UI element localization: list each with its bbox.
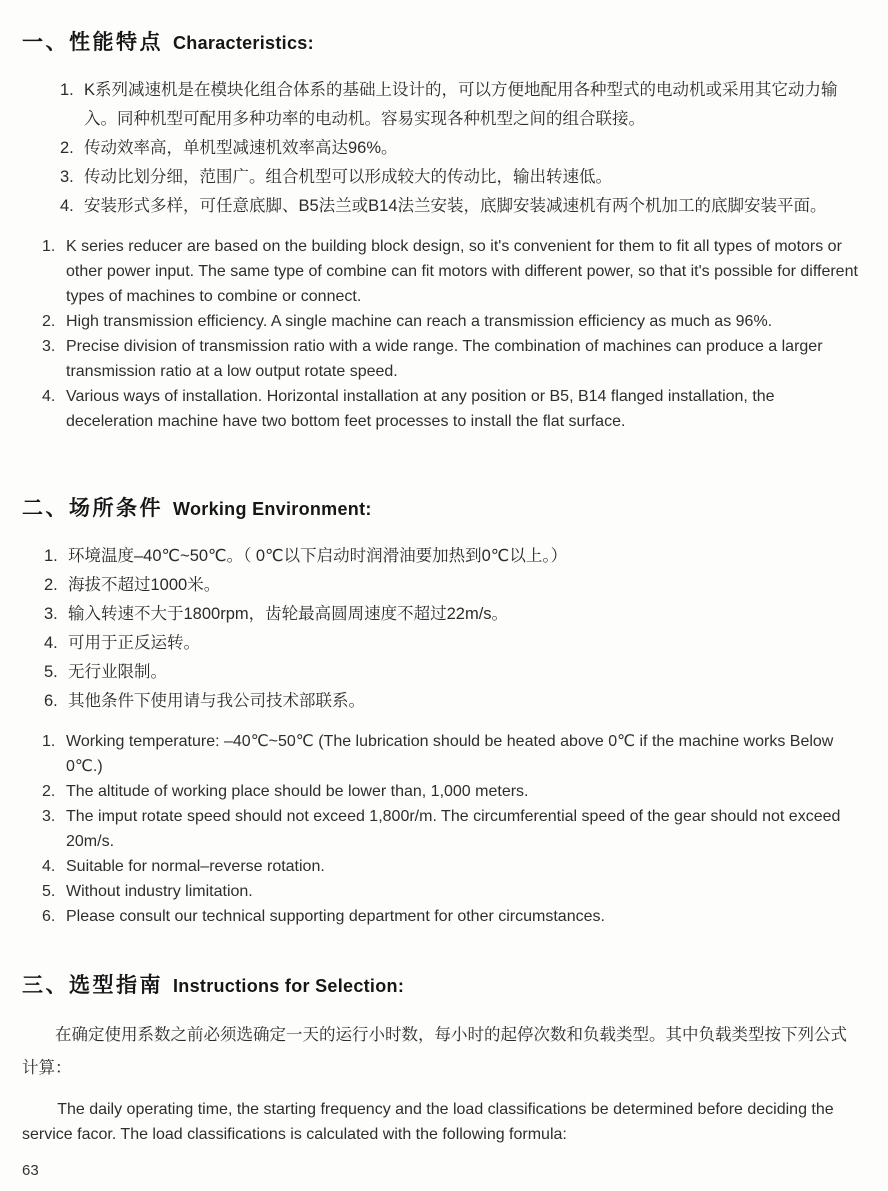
list-item-text: Precise division of transmission ratio with a wide range. The combination of machines can produce a larger transmission ratio at a low output rotate speed. xyxy=(66,338,823,380)
list-item xyxy=(42,729,862,779)
list-item xyxy=(42,804,862,854)
page-number: 63 xyxy=(22,1162,39,1179)
list-item-number: 4. xyxy=(42,858,56,875)
list-item-text: 安装形式多样，可任意底脚、B5法兰或B14法兰安装，底脚安装减速机有两个机加工的底脚安装平面。 xyxy=(84,197,827,215)
list-item-text: 传动比划分细，范围广。组合机型可以形成较大的传动比，输出转速低。 xyxy=(84,168,612,186)
list-item-text: Working temperature: –40℃~50℃ (The lubrication should be heated above 0℃ if the machine works Below 0℃.) xyxy=(66,733,834,775)
list-item xyxy=(42,384,862,434)
section-instructions-selection-title-en: Instructions for Selection: xyxy=(173,976,405,996)
list-item xyxy=(44,658,862,687)
list-item-text: 海拔不超过1000米。 xyxy=(68,576,221,594)
list-item-number: 1. xyxy=(42,733,56,750)
selection-paragraph-en: The daily operating time, the starting frequency and the load classifications be determined before deciding the service facor. The load classifications is calculated with the following formula: xyxy=(22,1101,834,1143)
list-item-number: 1. xyxy=(44,547,58,565)
list-item-number: 2. xyxy=(42,783,56,800)
list-item-text: 其他条件下使用请与我公司技术部联系。 xyxy=(68,692,365,710)
section-working-environment-title-en: Working Environment: xyxy=(173,499,372,519)
section-working-environment-title-zh: 二、场所条件 xyxy=(22,497,163,520)
list-item-number: 5. xyxy=(44,663,58,681)
list-item-number: 3. xyxy=(44,605,58,623)
selection-paragraph-zh: 在确定使用系数之前必须选确定一天的运行小时数，每小时的起停次数和负载类型。其中负载类型按下列公式计算： xyxy=(22,1026,847,1077)
list-item-number: 3. xyxy=(42,808,56,825)
list-item-text: 传动效率高，单机型减速机效率高达96%。 xyxy=(84,139,398,157)
list-item xyxy=(60,76,862,134)
list-item xyxy=(60,163,862,192)
characteristics-list-zh xyxy=(60,76,862,221)
list-item xyxy=(44,629,862,658)
list-item xyxy=(44,542,862,571)
list-item-text: K系列减速机是在模块化组合体系的基础上设计的，可以方便地配用各种型式的电动机或采用其它动力输入。同种机型可配用多种功率的电动机。容易实现各种机型之间的组合联接。 xyxy=(84,81,838,128)
list-item-number: 2. xyxy=(60,139,74,157)
list-item xyxy=(42,334,862,384)
list-item-text: 输入转速不大于1800rpm，齿轮最高圆周速度不超过22m/s。 xyxy=(68,605,509,623)
list-item xyxy=(44,571,862,600)
section-gap xyxy=(22,929,862,969)
list-item xyxy=(42,234,862,309)
list-item-number: 1. xyxy=(60,81,74,99)
list-item-text: The altitude of working place should be lower than, 1,000 meters. xyxy=(66,783,529,800)
list-item xyxy=(42,879,862,904)
list-item-text: Suitable for normal–reverse rotation. xyxy=(66,858,325,875)
list-item-text: The imput rotate speed should not exceed 1,800r/m. The circumferential speed of the gear should not exceed 20m/s. xyxy=(66,808,841,850)
list-item-number: 2. xyxy=(44,576,58,594)
section-characteristics-title-en: Characteristics: xyxy=(173,33,314,53)
list-item-text: High transmission efficiency. A single machine can reach a transmission efficiency as much as 96%. xyxy=(66,313,773,330)
list-item xyxy=(42,779,862,804)
list-item-text: Without industry limitation. xyxy=(66,883,253,900)
list-item-number: 6. xyxy=(42,908,56,925)
list-item xyxy=(42,854,862,879)
list-item-text: 环境温度–40℃~50℃。（ 0℃以下启动时润滑油要加热到0℃以上。） xyxy=(68,547,568,565)
list-item xyxy=(44,600,862,629)
section-characteristics xyxy=(22,26,862,434)
section-working-environment-heading xyxy=(22,492,862,522)
list-item-text: Various ways of installation. Horizontal installation at any position or B5, B14 flanged installation, the deceleration machine have two bottom feet processes to install the flat surface. xyxy=(66,388,775,430)
list-item xyxy=(60,192,862,221)
section-instructions-selection-title-zh: 三、选型指南 xyxy=(22,974,163,997)
working-environment-list-zh xyxy=(44,542,862,716)
list-item xyxy=(42,309,862,334)
list-item-number: 6. xyxy=(44,692,58,710)
working-environment-list-en xyxy=(42,729,862,929)
list-item-number: 3. xyxy=(60,168,74,186)
section-characteristics-title-zh: 一、性能特点 xyxy=(22,31,163,54)
list-item-text: Please consult our technical supporting department for other circumstances. xyxy=(66,908,605,925)
list-item-text: 可用于正反运转。 xyxy=(68,634,200,652)
list-item xyxy=(60,134,862,163)
section-characteristics-heading xyxy=(22,26,862,56)
list-item-number: 5. xyxy=(42,883,56,900)
list-item-number: 4. xyxy=(42,388,56,405)
list-item-number: 4. xyxy=(44,634,58,652)
section-instructions-selection xyxy=(22,969,862,1147)
list-item-number: 3. xyxy=(42,338,56,355)
section-gap xyxy=(22,434,862,492)
list-item-number: 2. xyxy=(42,313,56,330)
list-item-text: 无行业限制。 xyxy=(68,663,167,681)
list-item-text: K series reducer are based on the building block design, so it's convenient for them to fit all types of motors or other power input. The same type of combine can fit motors with different power, so that it's possible for different types of machines to combine or connect. xyxy=(66,238,858,305)
list-item-number: 4. xyxy=(60,197,74,215)
list-item xyxy=(42,904,862,929)
section-instructions-selection-heading xyxy=(22,969,862,999)
characteristics-list-en xyxy=(42,234,862,434)
list-item-number: 1. xyxy=(42,238,56,255)
section-working-environment xyxy=(22,492,862,929)
instructions-selection-body xyxy=(22,1019,862,1147)
list-item xyxy=(44,687,862,716)
